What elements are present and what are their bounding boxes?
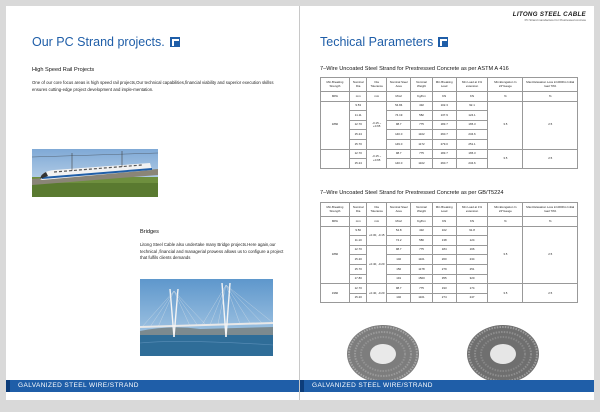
table-cell: 102.3	[432, 101, 456, 111]
table-cell: 165.3	[456, 120, 488, 130]
table-cell: 279	[432, 264, 456, 274]
relaxation-cell: 2.5	[523, 149, 578, 168]
column-header: Max.Relaxation Loss in1000hrs Initial load 70%	[523, 78, 578, 92]
unit-cell: Kg/Km	[411, 217, 432, 227]
table-cell: 260.7	[432, 130, 456, 140]
tolerance-cell: -0.15 ~ +0.65	[367, 101, 386, 149]
unit-cell: Mm2	[386, 92, 411, 102]
tolerance-cell: +0.40, -0.20	[367, 284, 386, 303]
table-cell: 166	[456, 245, 488, 255]
table-cell: 191	[386, 274, 411, 284]
logo-name: LITONG STEEL CABLE	[512, 11, 586, 18]
table-cell: 140	[386, 255, 411, 265]
relaxation-cell: 2.5	[523, 284, 578, 303]
elongation-cell: 3.5	[488, 284, 523, 303]
table-row	[321, 284, 578, 294]
table-cell: 124.1	[456, 111, 488, 121]
table-cell: 124	[456, 236, 488, 246]
table-cell: 184	[432, 245, 456, 255]
unit-cell: mm	[349, 217, 367, 227]
company-logo	[513, 11, 586, 22]
column-header: Min Breaking Load	[432, 78, 456, 92]
table-row	[321, 101, 578, 111]
table-row	[321, 226, 578, 236]
table-cell: 91.8	[456, 226, 488, 236]
column-header: Min.Breaking Strength	[321, 203, 350, 217]
table-cell: 12.70	[349, 284, 367, 294]
table-cell: 775	[411, 149, 432, 159]
table-cell: 12.70	[349, 245, 367, 255]
elongation-cell: 3.5	[488, 226, 523, 284]
table-cell: 1101	[411, 255, 432, 265]
unit-cell: %	[523, 217, 578, 227]
tolerance-cell: +0.40, -0.20	[367, 245, 386, 283]
table-cell: 183.7	[432, 120, 456, 130]
table-cell: 98.7	[386, 120, 411, 130]
table-cell: 140.0	[386, 159, 411, 169]
strand-coil-photo-2	[466, 324, 540, 384]
table-cell: 1178	[411, 264, 432, 274]
table-cell: 54.84	[386, 101, 411, 111]
title-corner-icon	[438, 37, 448, 47]
unit-cell: KN	[456, 217, 488, 227]
table-cell: 274	[432, 293, 456, 303]
table-cell: 74.2	[386, 236, 411, 246]
elongation-cell: 3.5	[488, 149, 523, 168]
right-page	[300, 6, 594, 400]
left-footer-bar: GALVANIZED STEEL WIRE/STRAND	[6, 380, 300, 392]
unit-cell: KN	[432, 217, 456, 227]
table-cell: 251	[456, 264, 488, 274]
table-cell: 98.7	[386, 149, 411, 159]
logo-tagline: PC Strand manufacturer for Prestressed concrete	[524, 18, 586, 22]
table-cell: 15.20	[349, 255, 367, 265]
unit-cell: MPA	[321, 217, 350, 227]
table-cell: 74.19	[386, 111, 411, 121]
table-cell: 98.7	[386, 245, 411, 255]
table-cell: 12.70	[349, 149, 367, 159]
unit-cell: mm	[367, 217, 386, 227]
right-page-title: Techical Parameters	[320, 35, 448, 49]
bridge-text: Litong Steel Cable also undertake many Bridge projects.Here again,our technical ,financial and managerial prowess allows us to configure a project that fulfils clients demands	[140, 242, 284, 261]
table-cell: 247	[456, 293, 488, 303]
column-header: Nominal Steel Area	[386, 203, 411, 217]
table-cell: 1102	[411, 130, 432, 140]
table-cell: 15.20	[349, 293, 367, 303]
table-cell: 432	[411, 101, 432, 111]
table-cell: 15.70	[349, 264, 367, 274]
column-header: Min.Breaking Strength	[321, 78, 350, 92]
bridge-photo	[140, 279, 273, 356]
table-cell: 11.11	[349, 111, 367, 121]
train-photo	[32, 149, 158, 197]
table-cell: 775	[411, 284, 432, 294]
table-cell: 11.10	[349, 236, 367, 246]
table-row	[321, 149, 578, 159]
table-cell: 251.1	[456, 139, 488, 149]
table-cell: 140.0	[386, 130, 411, 140]
astm-spec-table	[320, 77, 578, 169]
title-corner-icon	[170, 37, 180, 47]
unit-cell: %	[523, 92, 578, 102]
bridge-subtitle: Bridges	[140, 229, 159, 235]
table-cell: 140	[386, 293, 411, 303]
right-footer-bar: GALVANIZED STEEL WIRE/STRAND	[300, 380, 594, 392]
unit-cell: Mm2	[386, 217, 411, 227]
table-cell: 775	[411, 245, 432, 255]
table-cell: 15.70	[349, 139, 367, 149]
left-page	[6, 6, 300, 400]
rail-text: One of our core focus areas is high speed rail projects,Our technical capabilities,financial viability and superior execution skillss ensures cutting-edge project development and imple-mentation.	[32, 80, 274, 92]
table-cell: 183.7	[432, 149, 456, 159]
grade-cell	[321, 149, 350, 168]
unit-cell: mm	[349, 92, 367, 102]
table-cell: 260	[432, 255, 456, 265]
table-cell: 92.1	[456, 101, 488, 111]
grade-cell: 1860	[321, 226, 350, 284]
column-header: Nominal Weight	[411, 203, 432, 217]
table-cell: 234	[456, 255, 488, 265]
table-cell: 775	[411, 120, 432, 130]
column-header: Nominal Weight	[411, 78, 432, 92]
table-cell: 17.80	[349, 274, 367, 284]
table-cell: 260.7	[432, 159, 456, 169]
table-cell: 102	[432, 226, 456, 236]
table-cell: 165.3	[456, 149, 488, 159]
table-cell: 9.53	[349, 101, 367, 111]
left-page-title: Our PC Strand projects.	[32, 35, 180, 49]
elongation-cell: 3.5	[488, 101, 523, 149]
table-cell: 98.7	[386, 284, 411, 294]
unit-cell: mm	[367, 92, 386, 102]
table2-caption: 7–Wire Uncoated Steel Strand for Prestressed Concrete as per GB/T5224	[320, 190, 504, 196]
table-cell: 137.9	[432, 111, 456, 121]
table-cell: 1172	[411, 139, 432, 149]
table-cell: 174	[456, 284, 488, 294]
column-header: Dia Tolerance	[367, 203, 386, 217]
table-cell: 138	[432, 236, 456, 246]
table-cell: 149.0	[386, 139, 411, 149]
relaxation-cell: 2.5	[523, 101, 578, 149]
column-header: Nominal Dia	[349, 203, 367, 217]
column-header: Nominal Dia	[349, 78, 367, 92]
unit-cell: KN	[432, 92, 456, 102]
grade-cell: 1960	[321, 284, 350, 303]
table-cell: 1101	[411, 293, 432, 303]
grade-cell: 1860	[321, 101, 350, 149]
table-cell: 580	[411, 236, 432, 246]
table1-caption: 7–Wire Uncoated Steel Strand for Prestressed Concrete as per ASTM A 416	[320, 66, 509, 72]
table-cell: 15.24	[349, 130, 367, 140]
table-cell: 15.24	[349, 159, 367, 169]
table-cell: 234.6	[456, 130, 488, 140]
tolerance-cell: +0.30, -0.15	[367, 226, 386, 245]
relaxation-cell: 2.5	[523, 226, 578, 284]
unit-cell: %	[488, 92, 523, 102]
column-header: Dia Tolerance	[367, 78, 386, 92]
column-header: Min Load at 1% extension	[456, 78, 488, 92]
table-cell: 432	[411, 226, 432, 236]
column-header: Min Load at 1% extension	[456, 203, 488, 217]
table-cell: 1102	[411, 159, 432, 169]
unit-cell: Kg/Km	[411, 92, 432, 102]
unit-cell: %	[488, 217, 523, 227]
column-header: Min Breaking Load	[432, 203, 456, 217]
table-cell: 12.70	[349, 120, 367, 130]
column-header: Max.Relaxation Loss in1000hrs Initial load 70%	[523, 203, 578, 217]
table-cell: 54.8	[386, 226, 411, 236]
gb-spec-table	[320, 202, 578, 303]
table-cell: 234.6	[456, 159, 488, 169]
strand-coil-photo-1	[346, 324, 420, 384]
tolerance-cell: -0.15 ~ +0.65	[367, 149, 386, 168]
table-cell: 279.0	[432, 139, 456, 149]
table-cell: 1500	[411, 274, 432, 284]
table-cell: 9.50	[349, 226, 367, 236]
unit-cell: MPA	[321, 92, 350, 102]
table-cell: 193	[432, 284, 456, 294]
table-cell: 582	[411, 111, 432, 121]
table-cell: 320	[456, 274, 488, 284]
column-header: Min.Elongation In 24"Gauge	[488, 203, 523, 217]
column-header: Nominal Steel Area	[386, 78, 411, 92]
table-cell: 150	[386, 264, 411, 274]
column-header: Min.Elongation In 24"Gauge	[488, 78, 523, 92]
rail-subtitle: High Speed Rail Projects	[32, 67, 95, 73]
table-cell: 355	[432, 274, 456, 284]
unit-cell: KN	[456, 92, 488, 102]
